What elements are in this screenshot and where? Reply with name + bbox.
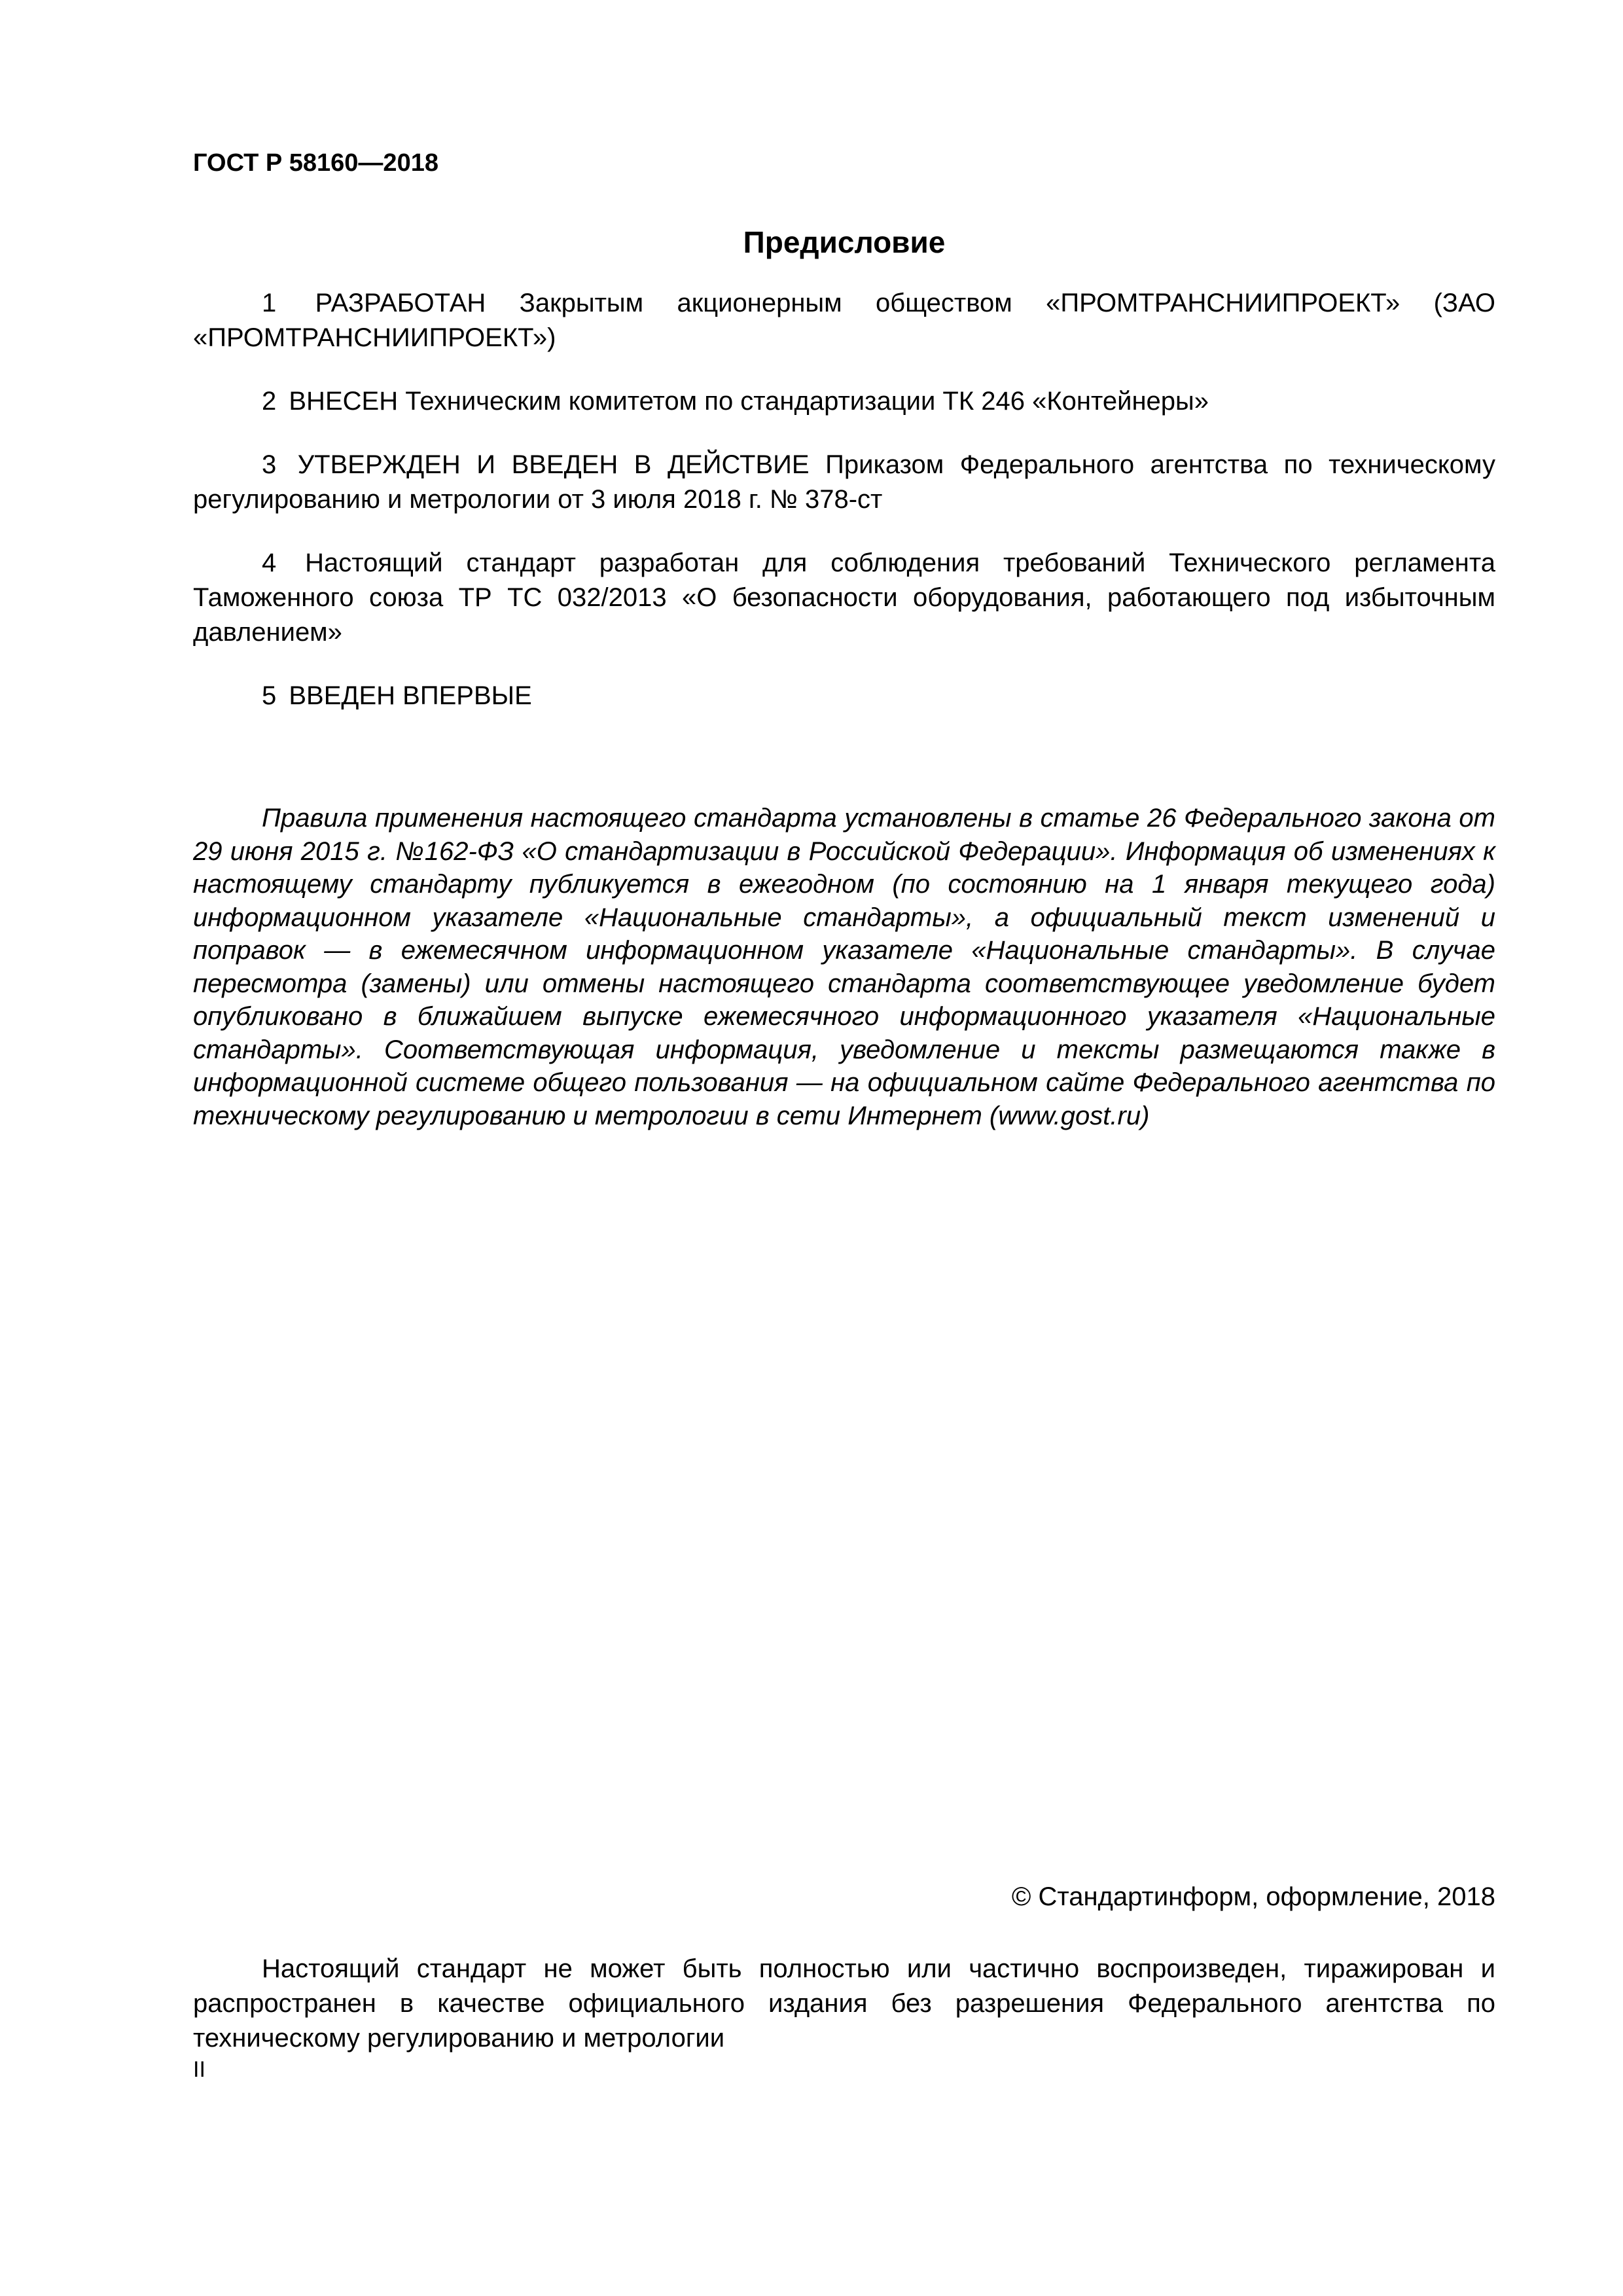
item-number: 3 <box>262 450 277 479</box>
item-number: 2 <box>262 387 277 416</box>
foreword-item-1 <box>193 286 1495 355</box>
reproduction-restriction: Настоящий стандарт не может быть полностью или частично воспроизведен, тиражирован и распространен в качестве официального издания без разрешения Федерального агентства по техническому регулированию и метрологии <box>193 1954 1495 2053</box>
document-code: ГОСТ Р 58160—2018 <box>193 149 438 177</box>
foreword-item-5 <box>193 679 1495 713</box>
foreword-item-4 <box>193 546 1495 650</box>
foreword-item-2 <box>193 384 1495 419</box>
item-text: ВВЕДЕН ВПЕРВЫЕ <box>289 681 532 710</box>
item-text: УТВЕРЖДЕН И ВВЕДЕН В ДЕЙСТВИЕ Приказом Федерального агентства по техническому регулированию и метрологии от 3 июля 2018 г. № 378-ст <box>193 450 1495 514</box>
page-number: II <box>193 2057 205 2082</box>
foreword-item-3 <box>193 448 1495 517</box>
item-number: 5 <box>262 681 277 710</box>
item-text: Настоящий стандарт разработан для соблюдения требований Технического регламента Таможенного союза ТР ТС 032/2013 «О безопасности оборудования, работающего под избыточным давлением» <box>193 548 1495 647</box>
foreword-items <box>193 286 1495 742</box>
item-text: ВНЕСЕН Техническим комитетом по стандартизации ТК 246 «Контейнеры» <box>289 387 1209 416</box>
application-rules-notice: Правила применения настоящего стандарта установлены в статье 26 Федерального закона от 29 июня 2015 г. №162-ФЗ «О стандартизации в Российской Федерации». Информация об изменениях к настоящему стандарту публикуется в ежегодном (по состоянию на 1 января текущего года) информационном указателе «Национальные стандарты», а официальный текст изменений и поправок — в ежемесячном информационном указателе «Национальные стандарты». В случае пересмотра (замены) или отмены настоящего стандарта соответствующее уведомление будет опубликовано в ближайшем выпуске ежемесячного информационного указателя «Национальные стандарты». Соответствующая информация, уведомление и тексты размещаются также в информационной системе общего пользования — на официальном сайте Федерального агентства по техническому регулированию и метрологии в сети Интернет (www.gost.ru) <box>193 804 1495 1130</box>
copyright-line: © Стандартинформ, оформление, 2018 <box>1011 1882 1495 1911</box>
item-number: 1 <box>262 289 277 317</box>
item-number: 4 <box>262 548 277 577</box>
item-text: РАЗРАБОТАН Закрытым акционерным обществом «ПРОМТРАНСНИИПРОЕКТ» (ЗАО «ПРОМТРАНСНИИПРОЕКТ») <box>193 289 1495 352</box>
section-title: Предисловие <box>743 225 946 259</box>
